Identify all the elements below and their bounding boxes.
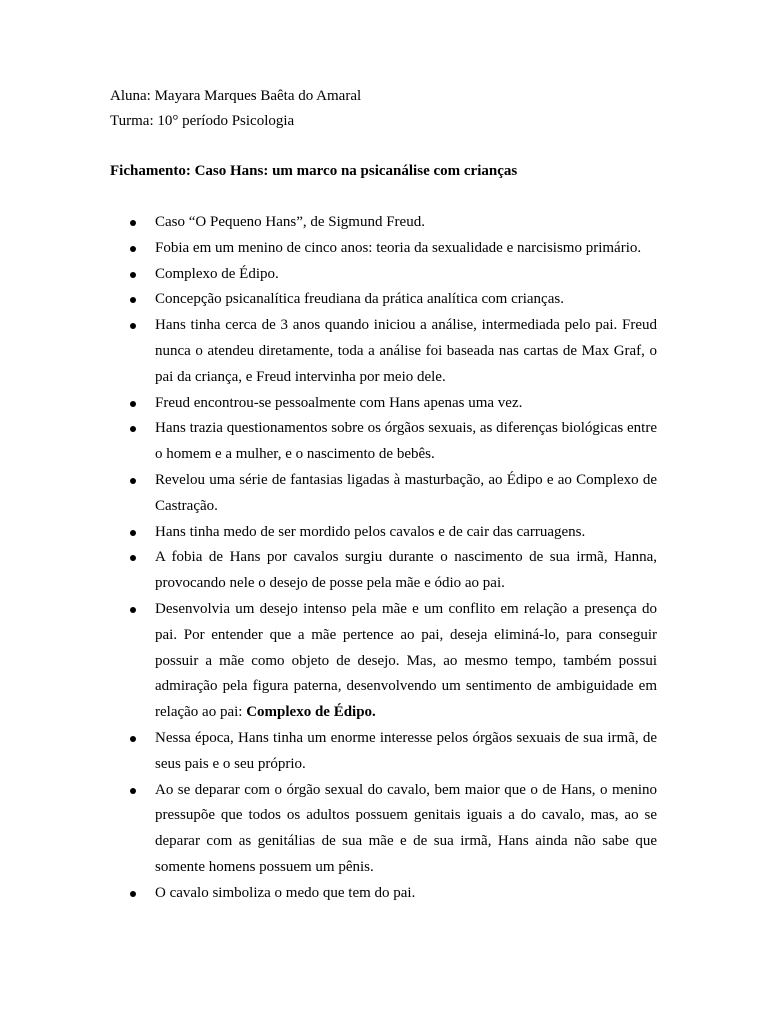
bullet-dot-icon xyxy=(130,530,136,536)
bullet-dot-icon xyxy=(130,246,136,252)
bullet-text: O cavalo simboliza o medo que tem do pai. xyxy=(155,884,416,901)
bullet-dot-icon xyxy=(130,607,136,613)
bullet-item xyxy=(110,597,657,726)
bullet-dot-icon xyxy=(130,736,136,742)
bullet-dot-icon xyxy=(130,891,136,897)
bullet-dot-icon xyxy=(130,323,136,329)
bullet-item xyxy=(110,778,657,881)
bullet-text: Revelou uma série de fantasias ligadas à masturbação, ao Édipo e ao Complexo de Castração. xyxy=(155,471,657,514)
bullet-dot-icon xyxy=(130,272,136,278)
bullet-item xyxy=(110,726,657,778)
bullet-text: Nessa época, Hans tinha um enorme interesse pelos órgãos sexuais de sua irmã, de seus pais e o seu próprio. xyxy=(155,729,657,772)
class-line: Turma: 10° período Psicologia xyxy=(110,113,295,129)
bullet-item xyxy=(110,391,657,417)
bullet-text: Desenvolvia um desejo intenso pela mãe e um conflito em relação a presença do pai. Por entender que a mãe pertence ao pai, deseja eliminá-lo, para conseguir possuir a mãe como objeto de desejo. Mas, ao mesmo tempo, também possui admiração pela figura paterna, desenvolvendo um sentimento de ambiguidade em relação ao pai: xyxy=(155,600,657,721)
bullet-item xyxy=(110,520,657,546)
bullet-dot-icon xyxy=(130,297,136,303)
bullet-item xyxy=(110,313,657,390)
bullet-item xyxy=(110,545,657,597)
bullet-text-with-bold xyxy=(155,597,657,726)
bullet-item xyxy=(110,210,657,236)
bullet-dot-icon xyxy=(130,220,136,226)
bullet-text: Concepção psicanalítica freudiana da prática analítica com crianças. xyxy=(155,291,564,308)
bullet-item xyxy=(110,262,657,288)
bullet-dot-icon xyxy=(130,555,136,561)
document-header xyxy=(110,84,670,134)
bullet-dot-icon xyxy=(130,478,136,484)
bullet-text: A fobia de Hans por cavalos surgiu durante o nascimento de sua irmã, Hanna, provocando nele o desejo de posse pela mãe e ódio ao pai. xyxy=(155,549,657,592)
bullet-item xyxy=(110,287,657,313)
bullet-text: Hans tinha medo de ser mordido pelos cavalos e de cair das carruagens. xyxy=(155,523,586,540)
bullet-text: Ao se deparar com o órgão sexual do cavalo, bem maior que o de Hans, o menino pressupõe que todos os adultos possuem genitais iguais a do cavalo, mas, ao se deparar com as genitálias de sua mãe e de sua irmã, Hans ainda não sabe que somente homens possuem um pênis. xyxy=(155,781,657,875)
bullet-dot-icon xyxy=(130,426,136,432)
bullet-dot-icon xyxy=(130,401,136,407)
bullet-item xyxy=(110,236,657,262)
bullet-item xyxy=(110,468,657,520)
bullet-text: Fobia em um menino de cinco anos: teoria da sexualidade e narcisismo primário. xyxy=(155,239,642,256)
document-title: Fichamento: Caso Hans: um marco na psicanálise com crianças xyxy=(110,163,518,179)
bullet-dot-icon xyxy=(130,788,136,794)
bullet-text: Hans tinha cerca de 3 anos quando iniciou a análise, intermediada pelo pai. Freud nunca o atendeu diretamente, toda a análise foi baseada nas cartas de Max Graf, o pai da criança, e Freud intervinha por meio dele. xyxy=(155,317,657,385)
bullet-text: Hans trazia questionamentos sobre os órgãos sexuais, as diferenças biológicas entre o homem e a mulher, e o nascimento de bebês. xyxy=(155,420,657,463)
bullet-list xyxy=(110,210,657,907)
bullet-item xyxy=(110,416,657,468)
student-name-line: Aluna: Mayara Marques Baêta do Amaral xyxy=(110,88,362,104)
bullet-bold-term: Complexo de Édipo. xyxy=(246,704,376,721)
bullet-text: Freud encontrou-se pessoalmente com Hans apenas uma vez. xyxy=(155,394,523,411)
bullet-item xyxy=(110,881,657,907)
bullet-text: Caso “O Pequeno Hans”, de Sigmund Freud. xyxy=(155,214,425,230)
bullet-text: Complexo de Édipo. xyxy=(155,265,279,282)
